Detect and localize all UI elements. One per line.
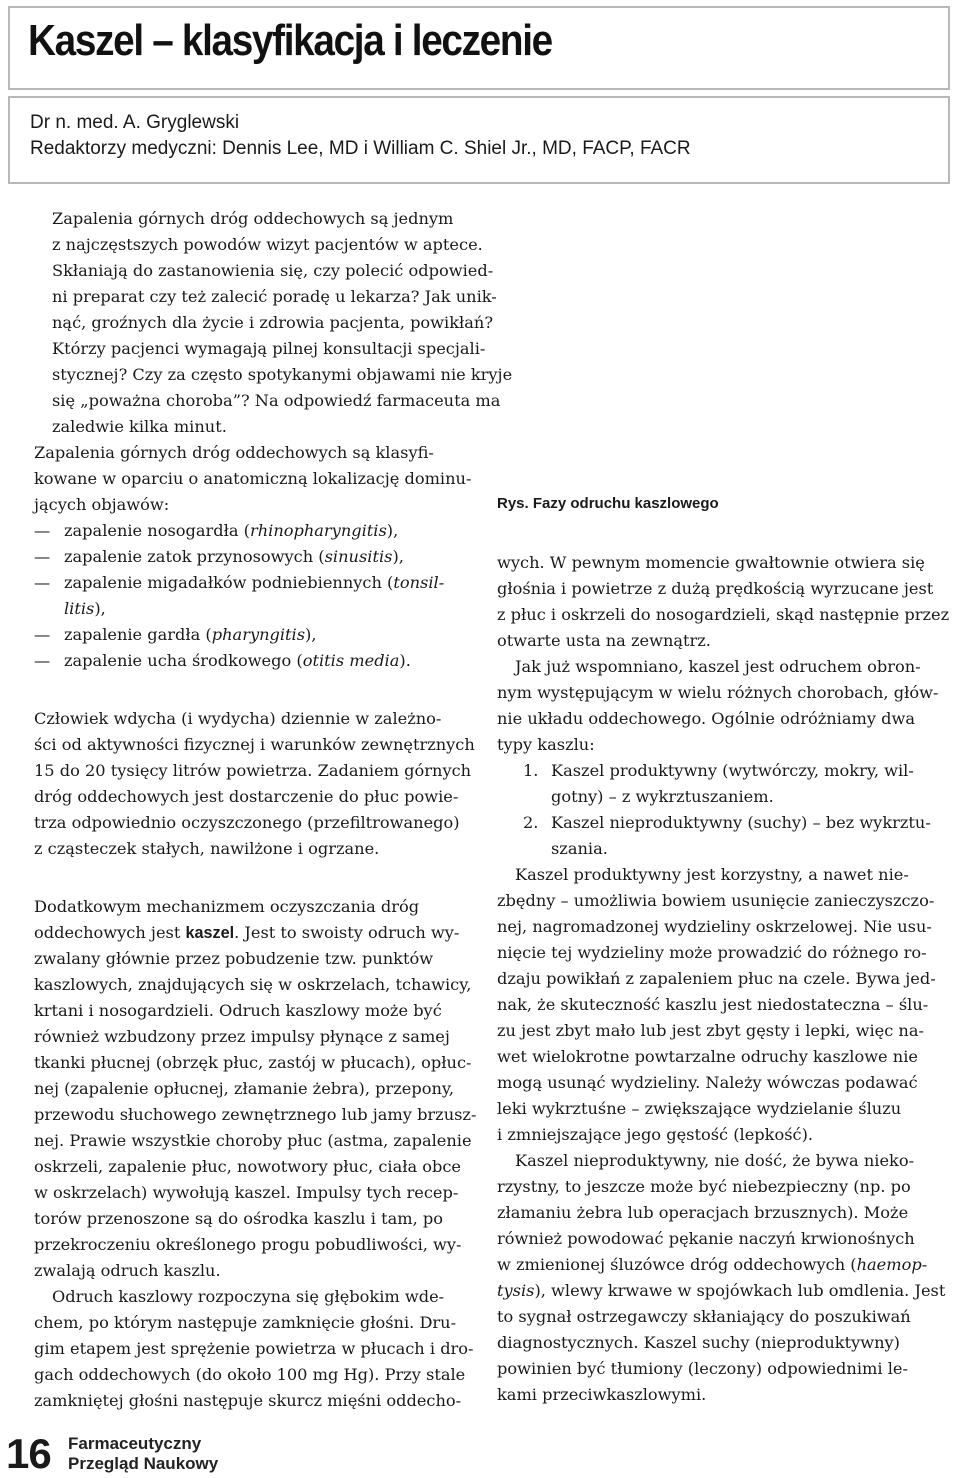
list-item: — zapalenie nosogardła (rhinopharyngitis), bbox=[34, 518, 468, 544]
keyword-kaszel: kaszel bbox=[185, 924, 235, 942]
list-item-continuation: litis), bbox=[64, 599, 106, 618]
breathing-paragraph: Człowiek wdycha (i wydycha) dziennie w zależno- ści od aktywności fizycznej i warunków zewnętrznych 15 do 20 tysięcy litrów powietrza. Zadaniem górnych dróg oddechowych jest dostarczenie do płuc powie- trza odpowiednio oczyszczonego (przefiltrowanego) z cząsteczek stałych, nawilżone i ogrzane. bbox=[34, 709, 475, 858]
left-column bbox=[34, 206, 513, 674]
list-item-continuation: gotny) – z wykrztuszaniem. bbox=[551, 787, 774, 806]
list-item: 2. Kaszel nieproduktywny (suchy) – bez wykrztu- bbox=[523, 813, 931, 832]
list-item: 1. Kaszel produktywny (wytwórczy, mokry, wil- bbox=[523, 761, 914, 780]
title-box bbox=[8, 6, 950, 90]
article-title: Kaszel – klasyfikacja i leczenie bbox=[28, 16, 552, 65]
author: Dr n. med. A. Gryglewski bbox=[30, 112, 240, 133]
intro-paragraph: Zapalenia górnych dróg oddechowych są jednym z najczęstszych powodów wizyt pacjentów w aptece. Skłaniają do zastanowienia się, czy polecić odpowied- ni preparat czy też zalecić poradę u lekarza? Jak unik- nąć, groźnych dla życie i zdrowia pacjenta, powikłań? Którzy pacjenci wymagają pilnej konsultacji specjali- stycznej? Czy za często spotykanymi objawami nie kryje się „poważna choroba”? Na odpowiedź farmaceuta ma zaledwie kilka minut. bbox=[52, 209, 513, 436]
symptom-list bbox=[34, 518, 468, 674]
list-item: — zapalenie gardła (pharyngitis), bbox=[34, 622, 468, 648]
list-item-continuation: szania. bbox=[551, 839, 608, 858]
page-number: 16 bbox=[6, 1430, 51, 1477]
figure-caption: Rys. Fazy odruchu kaszlowego bbox=[497, 495, 719, 512]
mechanism-paragraph: Dodatkowym mechanizmem oczyszczania dróg oddechowych jest kaszel. Jest to swoisty odruch wy- zwalany głównie przez pobudzenie tzw. punktów kaszlowych, znajdujących się w oskrzelach, tchawicy, krtani i nosogardzieli. Odruch kaszlowy może być również wzbudzony przez impulsy płynące z samej tkanki płucnej (obrzęk płuc, zastój w płucach), opłuc- nej (zapalenie opłucnej, złamanie żebra), przepony, przewodu słuchowego zewnętrznego lub jamy brzusz- nej. Prawie wszystkie choroby płuc (astma, zapalenie oskrzeli, zapalenie płuc, nowotwory płuc, ciała obce w oskrzelach) wywołują kaszel. Impulsy tych recep- torów przenoszone są do ośrodka kaszlu i tam, po przekroczeniu określonego progu pobudliwości, wy- zwalają odruch kaszlu. Odruch kaszlowy rozpoczyna się głębokim wde- chem, po którym następuje zamknięcie głośni. Dru- gim etapem jest sprężenie powietrza w płucach i dro- gach oddechowych (do około 100 mg Hg). Przy stale zamkniętej głośni następuje skurcz mięśni oddecho- bbox=[34, 897, 477, 1410]
journal-name: Farmaceutyczny Przegląd Naukowy bbox=[68, 1434, 219, 1473]
authors-box bbox=[8, 96, 950, 184]
list-item: — zapalenie migadałków podniebiennych (tonsil- bbox=[34, 570, 468, 596]
right-column: wych. W pewnym momencie gwałtownie otwiera się głośnia i powietrze z dużą prędkością wyrzucane jest z płuc i oskrzeli do nosogardzieli, skąd następnie przez otwarte usta na zewnątrz. Jak już wspomniano, kaszel jest odruchem obron- nym występującym w wielu różnych chorobach, głów- nie układu oddechowego. Ogólnie odróżniamy dwa typy kaszlu: 1. Kaszel produktywny (wytwórczy, mokry, wil- gotny) – z wykrztuszaniem. 2. Kaszel nieproduktywny (suchy) – bez wykrztu- szania. Kaszel produktywny jest korzystny, a nawet nie- zbędny – umożliwia bowiem usunięcie zanieczyszczo- nej, nagromadzonej wydzieliny oskrzelowej. Nie usu- nięcie tej wydzieliny może prowadzić do różnego ro- dzaju powikłań z zapaleniem płuc na czele. Bywa jed- nak, że skuteczność kaszlu jest niedostateczna – ślu- zu jest zbyt mało lub jest zbyt gęsty i lepki, więc na- wet wielokrotne powtarzalne odruchy kaszlowe nie mogą usunąć wydzieliny. Należy wówczas podawać leki wykrztuśne – zwiększające wydzielanie śluzu i zmniejszające jego gęstość (lepkość). Kaszel nieproduktywny, nie dość, że bywa nieko- rzystny, to jeszcze może być niebezpieczny (np. po złamaniu żebra lub operacjach brzusznych). Może również powodować pękanie naczyń krwionośnych w zmienionej śluzówce dróg oddechowych (haemop- tysis), wlewy krwawe w spojówkach lub omdlenia. Jest to sygnał ostrzegawczy skłaniający do poszukiwań diagnostycznych. Kaszel suchy (nieproduktywny) powinien być tłumiony (leczony) odpowiednimi le- kami przeciwkaszlowymi. bbox=[497, 550, 959, 1408]
classification-paragraph: Zapalenia górnych dróg oddechowych są klasyfi- kowane w oparciu o anatomiczną lokalizację dominu- jących objawów: bbox=[34, 443, 472, 514]
list-item: — zapalenie ucha środkowego (otitis media). bbox=[34, 648, 468, 674]
editors: Redaktorzy medyczni: Dennis Lee, MD i William C. Shiel Jr., MD, FACP, FACR bbox=[30, 138, 691, 159]
list-item: — zapalenie zatok przynosowych (sinusitis), bbox=[34, 544, 468, 570]
